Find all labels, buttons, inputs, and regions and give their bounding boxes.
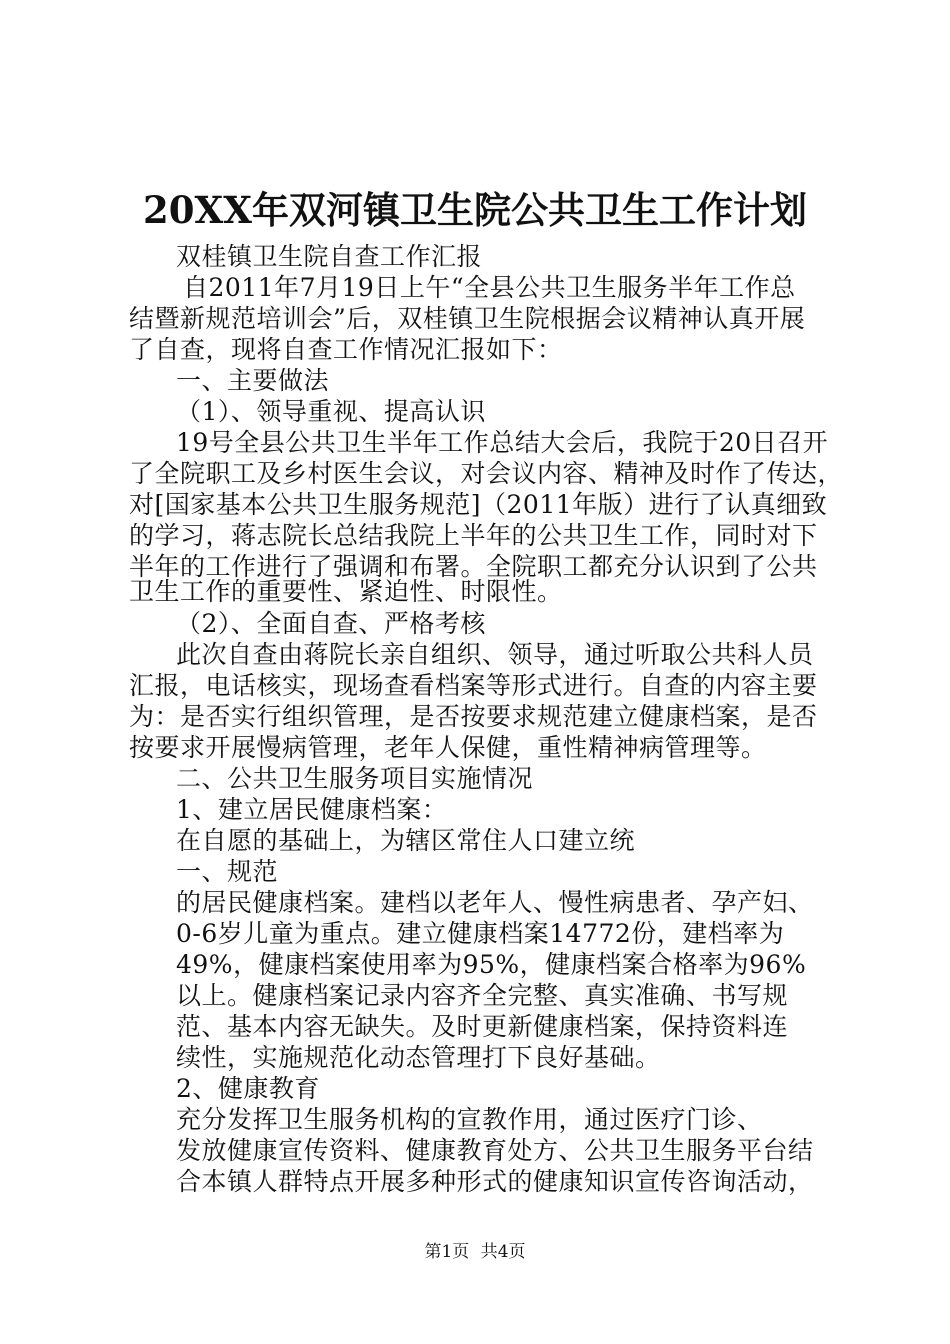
text-line: 了全院职工及乡村医生会议，对会议内容、精神及时作了传达， xyxy=(129,459,844,488)
text-line: 发放健康宣传资料、健康教育处方、公共卫生服务平台结 xyxy=(176,1136,814,1165)
text-line: 49%，健康档案使用率为95%，健康档案合格率为96% xyxy=(176,950,807,979)
text-line: 半年的工作进行了强调和布署。全院职工都充分认识到了公共 xyxy=(129,552,818,581)
text-line: 1、建立居民健康档案： xyxy=(176,795,448,824)
text-line: 范、基本内容无缺失。及时更新健康档案，保持资料连 xyxy=(176,1012,789,1041)
text-line: 在自愿的基础上，为辖区常住人口建立统 xyxy=(176,826,636,855)
text-line: 为：是否实行组织管理，是否按要求规范建立健康档案，是否 xyxy=(129,702,818,731)
text-line: 结暨新规范培训会”后，双桂镇卫生院根据会议精神认真开展 xyxy=(129,304,806,333)
text-line: 一、规范 xyxy=(176,857,279,886)
text-line: （1）、领导重视、提高认识 xyxy=(176,397,486,426)
text-line: 此次自查由蒋院长亲自组织、领导，通过听取公共科人员 xyxy=(176,640,814,669)
page-number: 第1页 xyxy=(424,1242,470,1262)
text-line: 的学习，蒋志院长总结我院上半年的公共卫生工作，同时对下 xyxy=(129,521,818,550)
document-title: 20XX年双河镇卫生院公共卫生工作计划 xyxy=(143,188,807,232)
text-line: 双桂镇卫生院自查工作汇报 xyxy=(176,242,483,271)
page-total: 共4页 xyxy=(480,1242,526,1262)
text-line: 合本镇人群特点开展多种形式的健康知识宣传咨询活动， xyxy=(176,1167,814,1196)
text-line: 续性，实施规范化动态管理打下良好基础。 xyxy=(176,1043,661,1072)
text-line: 汇报，电话核实，现场查看档案等形式进行。自查的内容主要 xyxy=(129,671,818,700)
text-line: 充分发挥卫生服务机构的宣教作用，通过医疗门诊、 xyxy=(176,1105,763,1134)
text-line: 19号全县公共卫生半年工作总结大会后，我院于20日召开 xyxy=(176,428,829,457)
text-line: 自2011年7月19日上午“全县公共卫生服务半年工作总 xyxy=(183,273,796,302)
text-line: 了自查，现将自查工作情况汇报如下： xyxy=(129,335,563,364)
text-line: 0-6岁儿童为重点。建立健康档案14772份，建档率为 xyxy=(176,919,785,948)
page-footer xyxy=(0,1240,950,1264)
text-line: 一、主要做法 xyxy=(176,366,330,395)
text-line: 的居民健康档案。建档以老年人、慢性病患者、孕产妇、 xyxy=(176,888,814,917)
text-line: （2）、全面自查、严格考核 xyxy=(176,609,486,638)
text-line: 卫生工作的重要性、紧迫性、时限性。 xyxy=(129,577,563,606)
text-line: 2、健康教育 xyxy=(176,1074,320,1103)
text-line: 对[国家基本公共卫生服务规范]（2011年版）进行了认真细致 xyxy=(129,490,828,519)
text-line: 按要求开展慢病管理，老年人保健，重性精神病管理等。 xyxy=(129,733,767,762)
text-line: 以上。健康档案记录内容齐全完整、真实准确、书写规 xyxy=(176,981,789,1010)
text-line: 二、公共卫生服务项目实施情况 xyxy=(176,764,534,793)
